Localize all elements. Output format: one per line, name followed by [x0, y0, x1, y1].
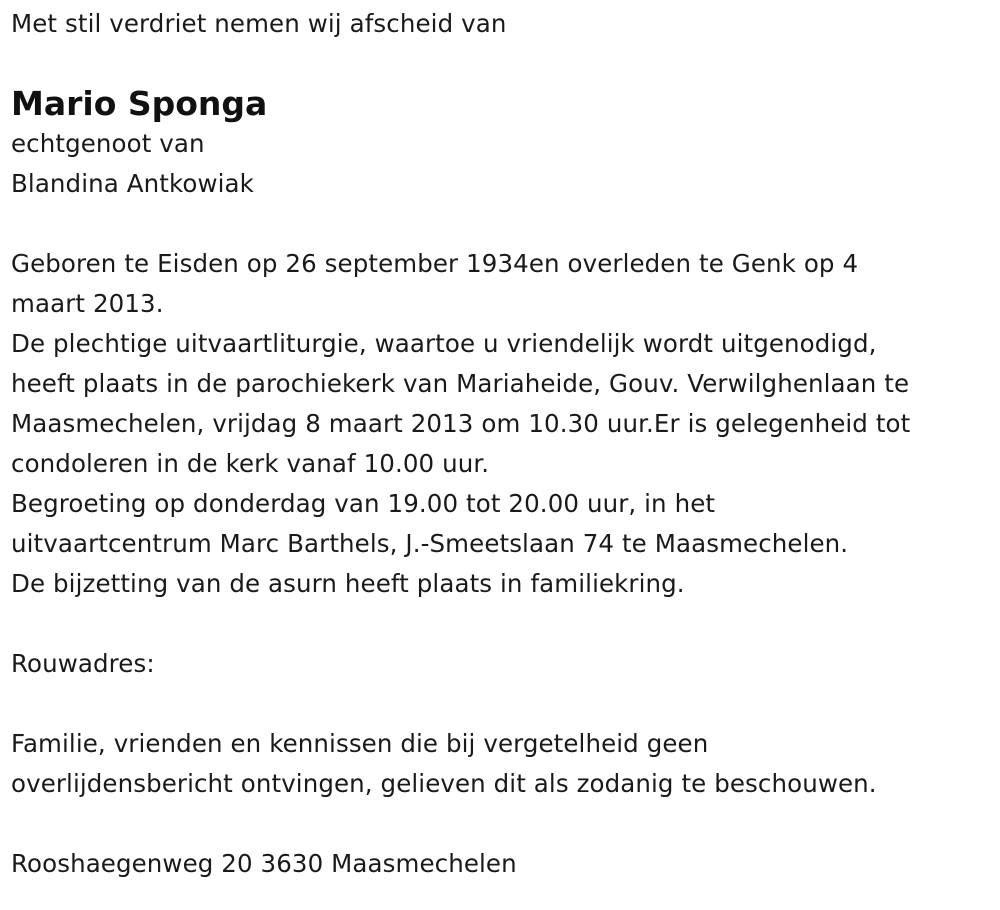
mourning-address: Rooshaegenweg 20 3630 Maasmechelen: [11, 849, 517, 878]
details-line: Geboren te Eisden op 26 september 1934en overleden te Genk op 4: [11, 249, 859, 278]
spacer: [11, 684, 991, 724]
spouse-label: echtgenoot van: [11, 129, 205, 158]
intro-text: Met stil verdriet nemen wij afscheid van: [11, 9, 507, 38]
notice-line: Familie, vrienden en kennissen die bij vergetelheid geen: [11, 729, 709, 758]
details-line: De bijzetting van de asurn heeft plaats in familiekring.: [11, 569, 685, 598]
mourning-address-label: Rouwadres:: [11, 649, 155, 678]
spacer: [11, 204, 991, 244]
spacer: [11, 604, 991, 644]
details-line: heeft plaats in de parochiekerk van Mariaheide, Gouv. Verwilghenlaan te: [11, 369, 910, 398]
deceased-name: Mario Sponga: [11, 84, 268, 123]
details-line: Begroeting op donderdag van 19.00 tot 20.00 uur, in het: [11, 489, 716, 518]
details-line: Maasmechelen, vrijdag 8 maart 2013 om 10.30 uur.Er is gelegenheid tot: [11, 409, 911, 438]
details-line: uitvaartcentrum Marc Barthels, J.-Smeetslaan 74 te Maasmechelen.: [11, 529, 849, 558]
notice-paragraph: [11, 724, 991, 804]
funeral-details: [11, 244, 991, 604]
details-line: maart 2013.: [11, 289, 164, 318]
spouse-name: Blandina Antkowiak: [11, 169, 254, 198]
spacer: [11, 44, 991, 84]
obituary-notice: [11, 0, 991, 884]
notice-line: overlijdensbericht ontvingen, gelieven dit als zodanig te beschouwen.: [11, 769, 877, 798]
details-line: condoleren in de kerk vanaf 10.00 uur.: [11, 449, 490, 478]
spacer: [11, 804, 991, 844]
details-line: De plechtige uitvaartliturgie, waartoe u vriendelijk wordt uitgenodigd,: [11, 329, 877, 358]
